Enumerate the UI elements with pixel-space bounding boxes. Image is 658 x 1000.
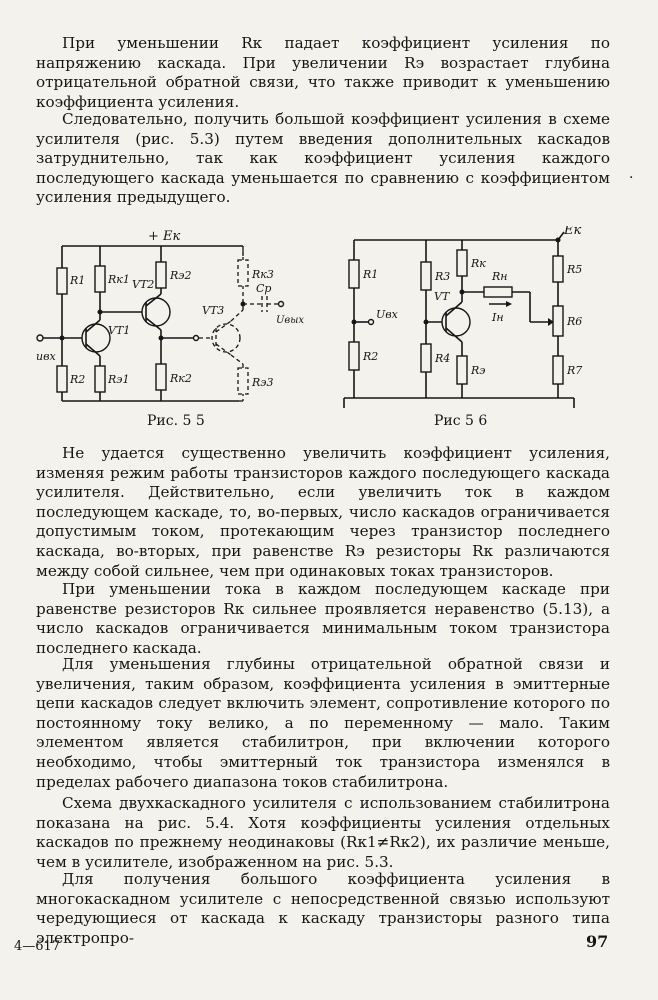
fig55-cp-label: Cр (256, 282, 272, 295)
fig56-vt-label: VT (434, 290, 450, 303)
fig56-r5-label: R5 (567, 263, 583, 276)
paragraph-7: Для получения большого коэффициента усиления в многокаскадном усилителе с непосредственной связью используют чередующиеся от каскада к каскаду транзисторы разного типа электропро- (36, 870, 610, 947)
fig56-r6-resistor (553, 306, 563, 336)
fig56-r4-label: R4 (435, 352, 451, 365)
fig55-rk1-resistor (95, 266, 105, 292)
fig56-rn-resistor (484, 287, 512, 297)
fig55-r1-resistor (57, 268, 67, 294)
fig56-r7-resistor (553, 356, 563, 384)
figure-5-6-caption: Рис 5 6 (434, 413, 488, 429)
figure-5-6-schematic (334, 226, 604, 411)
fig55-vt2-label: VT2 (132, 278, 155, 291)
fig55-vt1-label: VT1 (108, 324, 131, 337)
fig56-r1-label: R1 (363, 268, 379, 281)
fig55-rk1-label: Rк1 (108, 273, 130, 286)
fig56-re-label: Rэ (471, 364, 486, 377)
paragraph-5: Для уменьшения глубины отрицательной обратной связи и увеличения, таким образом, коэффициента усиления в эмиттерные цепи каскадов следует включить элемент, сопротивление которого по постоянному току велико, а по переменному — мало. Таким элементом является стабилитрон, при включении которого необходимо, чтобы эмиттерный ток транзистора изменялся в пределах рабочего диапазона токов стабилитрона. (36, 655, 610, 791)
fig56-r4-resistor (421, 344, 431, 372)
figure-5-5-caption: Рис. 5 5 (147, 413, 205, 429)
paragraph-6: Схема двухкаскадного усилителя с использованием стабилитрона показана на рис. 5.4. Хотя коэффициенты усиления отдельных каскадов по прежнему неодинаковы (Rк1≠Rк2), их различие меньше, чем в усилителе, изображенном на рис. 5.3. (36, 794, 610, 871)
fig56-uvx-label: Uвх (376, 308, 398, 321)
paragraph-1: При уменьшении Rк падает коэффициент усиления по напряжению каскада. При увеличении Rэ возрастает глубина отрицательной обратной связи, что также приводит к уменьшению коэффициента усиления. (36, 34, 610, 111)
fig55-r2-resistor (57, 366, 67, 392)
fig56-rk-resistor (457, 250, 467, 276)
fig55-re1-resistor (95, 366, 105, 392)
fig55-r1-label: R1 (70, 274, 86, 287)
paragraph-2: Следовательно, получить большой коэффициент усиления в схеме усилителя (рис. 5.3) путем введения дополнительных каскадов затруднительно, так как коэффициент усиления каждого последующего каскада уменьшается по сравнению с коэффициентом усиления предыдущего. (36, 110, 610, 207)
fig56-r7-label: R7 (567, 364, 583, 377)
fig55-re1-label: Rэ1 (108, 373, 130, 386)
fig56-in-label: Iн (492, 311, 504, 324)
signature-mark: 4—617 (14, 939, 61, 954)
fig55-uvx-label: uвх (36, 350, 56, 363)
fig56-rk-label: Rк (471, 257, 486, 270)
fig56-r1-resistor (349, 260, 359, 288)
fig56-re-resistor (457, 356, 467, 384)
fig56-supply-label: Eк (564, 226, 582, 238)
fig55-rk2-resistor (156, 364, 166, 390)
fig55-re3-label: Rэ3 (252, 376, 274, 389)
fig55-rk3-label: Rк3 (252, 268, 274, 281)
fig55-r2-label: R2 (70, 373, 86, 386)
fig55-re2-label: Rэ2 (170, 269, 192, 282)
fig55-rk2-label: Rк2 (170, 372, 192, 385)
fig55-supply-label: + Eк (148, 229, 181, 244)
stray-mark: · (629, 170, 634, 186)
paragraph-3: Не удается существенно увеличить коэффициент усиления, изменяя режим работы транзисторов каждого последующего каскада усилителя. Действительно, если увеличить ток в каждом последующем каскаде, то, во-первых, число каскадов ограничивается допустимым током, протекающим через транзистор последнего каскада, во-вторых, при равенстве Rэ резисторы Rк различаются между собой сильнее, чем при одинаковых токах транзисторов. (36, 444, 610, 580)
fig56-r2-label: R2 (363, 350, 379, 363)
fig56-r6-label: R6 (567, 315, 583, 328)
fig56-r3-resistor (421, 262, 431, 290)
fig56-r3-label: R3 (435, 270, 451, 283)
fig55-vt3-label: VT3 (202, 304, 225, 317)
fig56-r5-resistor (553, 256, 563, 282)
fig56-rn-label: Rн (492, 270, 508, 283)
fig55-rk3-resistor (238, 260, 248, 286)
fig55-re2-resistor (156, 262, 166, 288)
figure-5-5-schematic (36, 226, 326, 411)
page-number: 97 (586, 932, 609, 951)
paragraph-4: При уменьшении тока в каждом последующем каскаде при равенстве резисторов Rк сильнее проявляется неравенство (5.13), а число каскадов ограничивается минимальным током транзистора последнего каскада. (36, 580, 610, 657)
fig55-uvyx-label: Uвых (276, 315, 305, 326)
fig56-r2-resistor (349, 342, 359, 370)
fig55-re3-resistor (238, 368, 248, 394)
